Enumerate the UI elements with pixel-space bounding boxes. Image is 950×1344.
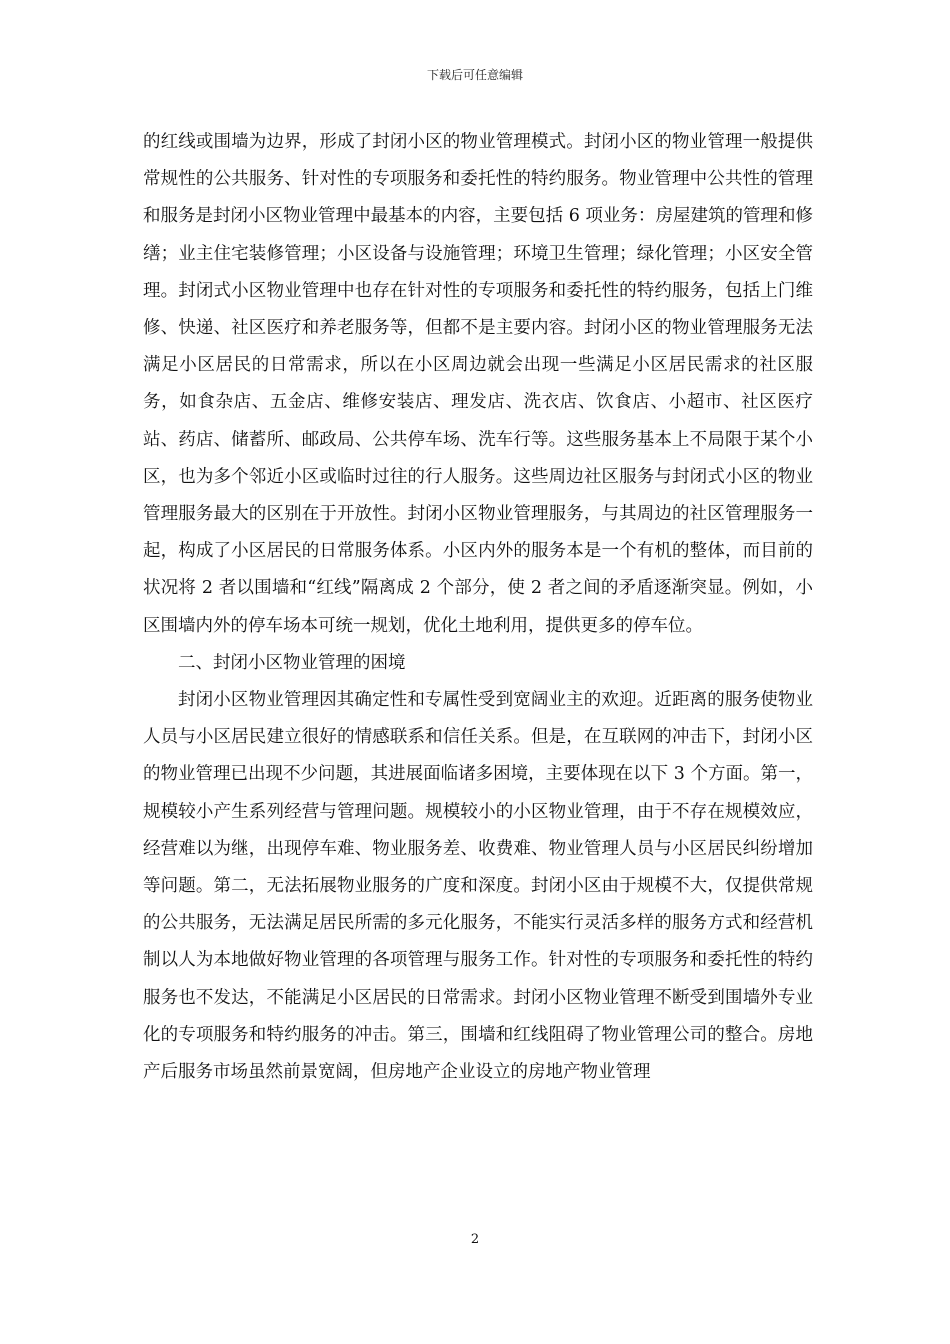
page-number: 2 bbox=[470, 1232, 480, 1247]
body-paragraph: 封闭小区物业管理因其确定性和专属性受到宽阔业主的欢迎。近距离的服务使物业人员与小区居民建立很好的情感联系和信任关系。但是，在互联网的冲击下，封闭小区的物业管理已出现不少问题，其进展面临诸多困境，主要体现在以下 3 个方面。第一，规模较小产生系列经营与管理问题。规模较小的小区物业管理，由于不存在规模效应，经营难以为继，出现停车难、物业服务差、收费难、物业管理人员与小区居民纠纷增加等问题。第二，无法拓展物业服务的广度和深度。封闭小区由于规模不大，仅提供常规的公共服务，无法满足居民所需的多元化服务，不能实行灵活多样的服务方式和经营机制以人为本地做好物业管理的各项管理与服务工作。针对性的专项服务和委托性的特约服务也不发达，不能满足小区居民的日常需求。封闭小区物业管理不断受到围墙外专业化的专项服务和特约服务的冲击。第三，围墙和红线阻碍了物业管理公司的整合。房地产后服务市场虽然前景宽阔，但房地产企业设立的房地产物业管理 bbox=[143, 690, 813, 1083]
section-heading: 二、封闭小区物业管理的困境 bbox=[178, 652, 406, 673]
body-paragraph-continuation: 的红线或围墙为边界，形成了封闭小区的物业管理模式。封闭小区的物业管理一般提供常规性的公共服务、针对性的专项服务和委托性的特约服务。物业管理中公共性的管理和服务是封闭小区物业管理中最基本的内容，主要包括 6 项业务：房屋建筑的管理和修缮；业主住宅装修管理；小区设备与设施管理；环境卫生管理；绿化管理；小区安全管理。封闭式小区物业管理中也存在针对性的专项服务和委托性的特约服务，包括上门维修、快递、社区医疗和养老服务等，但都不是主要内容。封闭小区的物业管理服务无法满足小区居民的日常需求，所以在小区周边就会出现一些满足小区居民需求的社区服务，如食杂店、五金店、维修安装店、理发店、洗衣店、饮食店、小超市、社区医疗站、药店、储蓄所、邮政局、公共停车场、洗车行等。这些服务基本上不局限于某个小区，也为多个邻近小区或临时过往的行人服务。这些周边社区服务与封闭式小区的物业管理服务最大的区别在于开放性。封闭小区物业管理服务，与其周边的社区管理服务一起，构成了小区居民的日常服务体系。小区内外的服务本是一个有机的整体，而目前的状况将 2 者以围墙和“红线”隔离成 2 个部分，使 2 者之间的矛盾逐渐突显。例如，小区围墙内外的停车场本可统一规划，优化土地利用，提供更多的停车位。 bbox=[143, 132, 813, 636]
document-body bbox=[143, 124, 813, 1091]
page-header: 下载后可任意编辑 bbox=[426, 68, 523, 82]
